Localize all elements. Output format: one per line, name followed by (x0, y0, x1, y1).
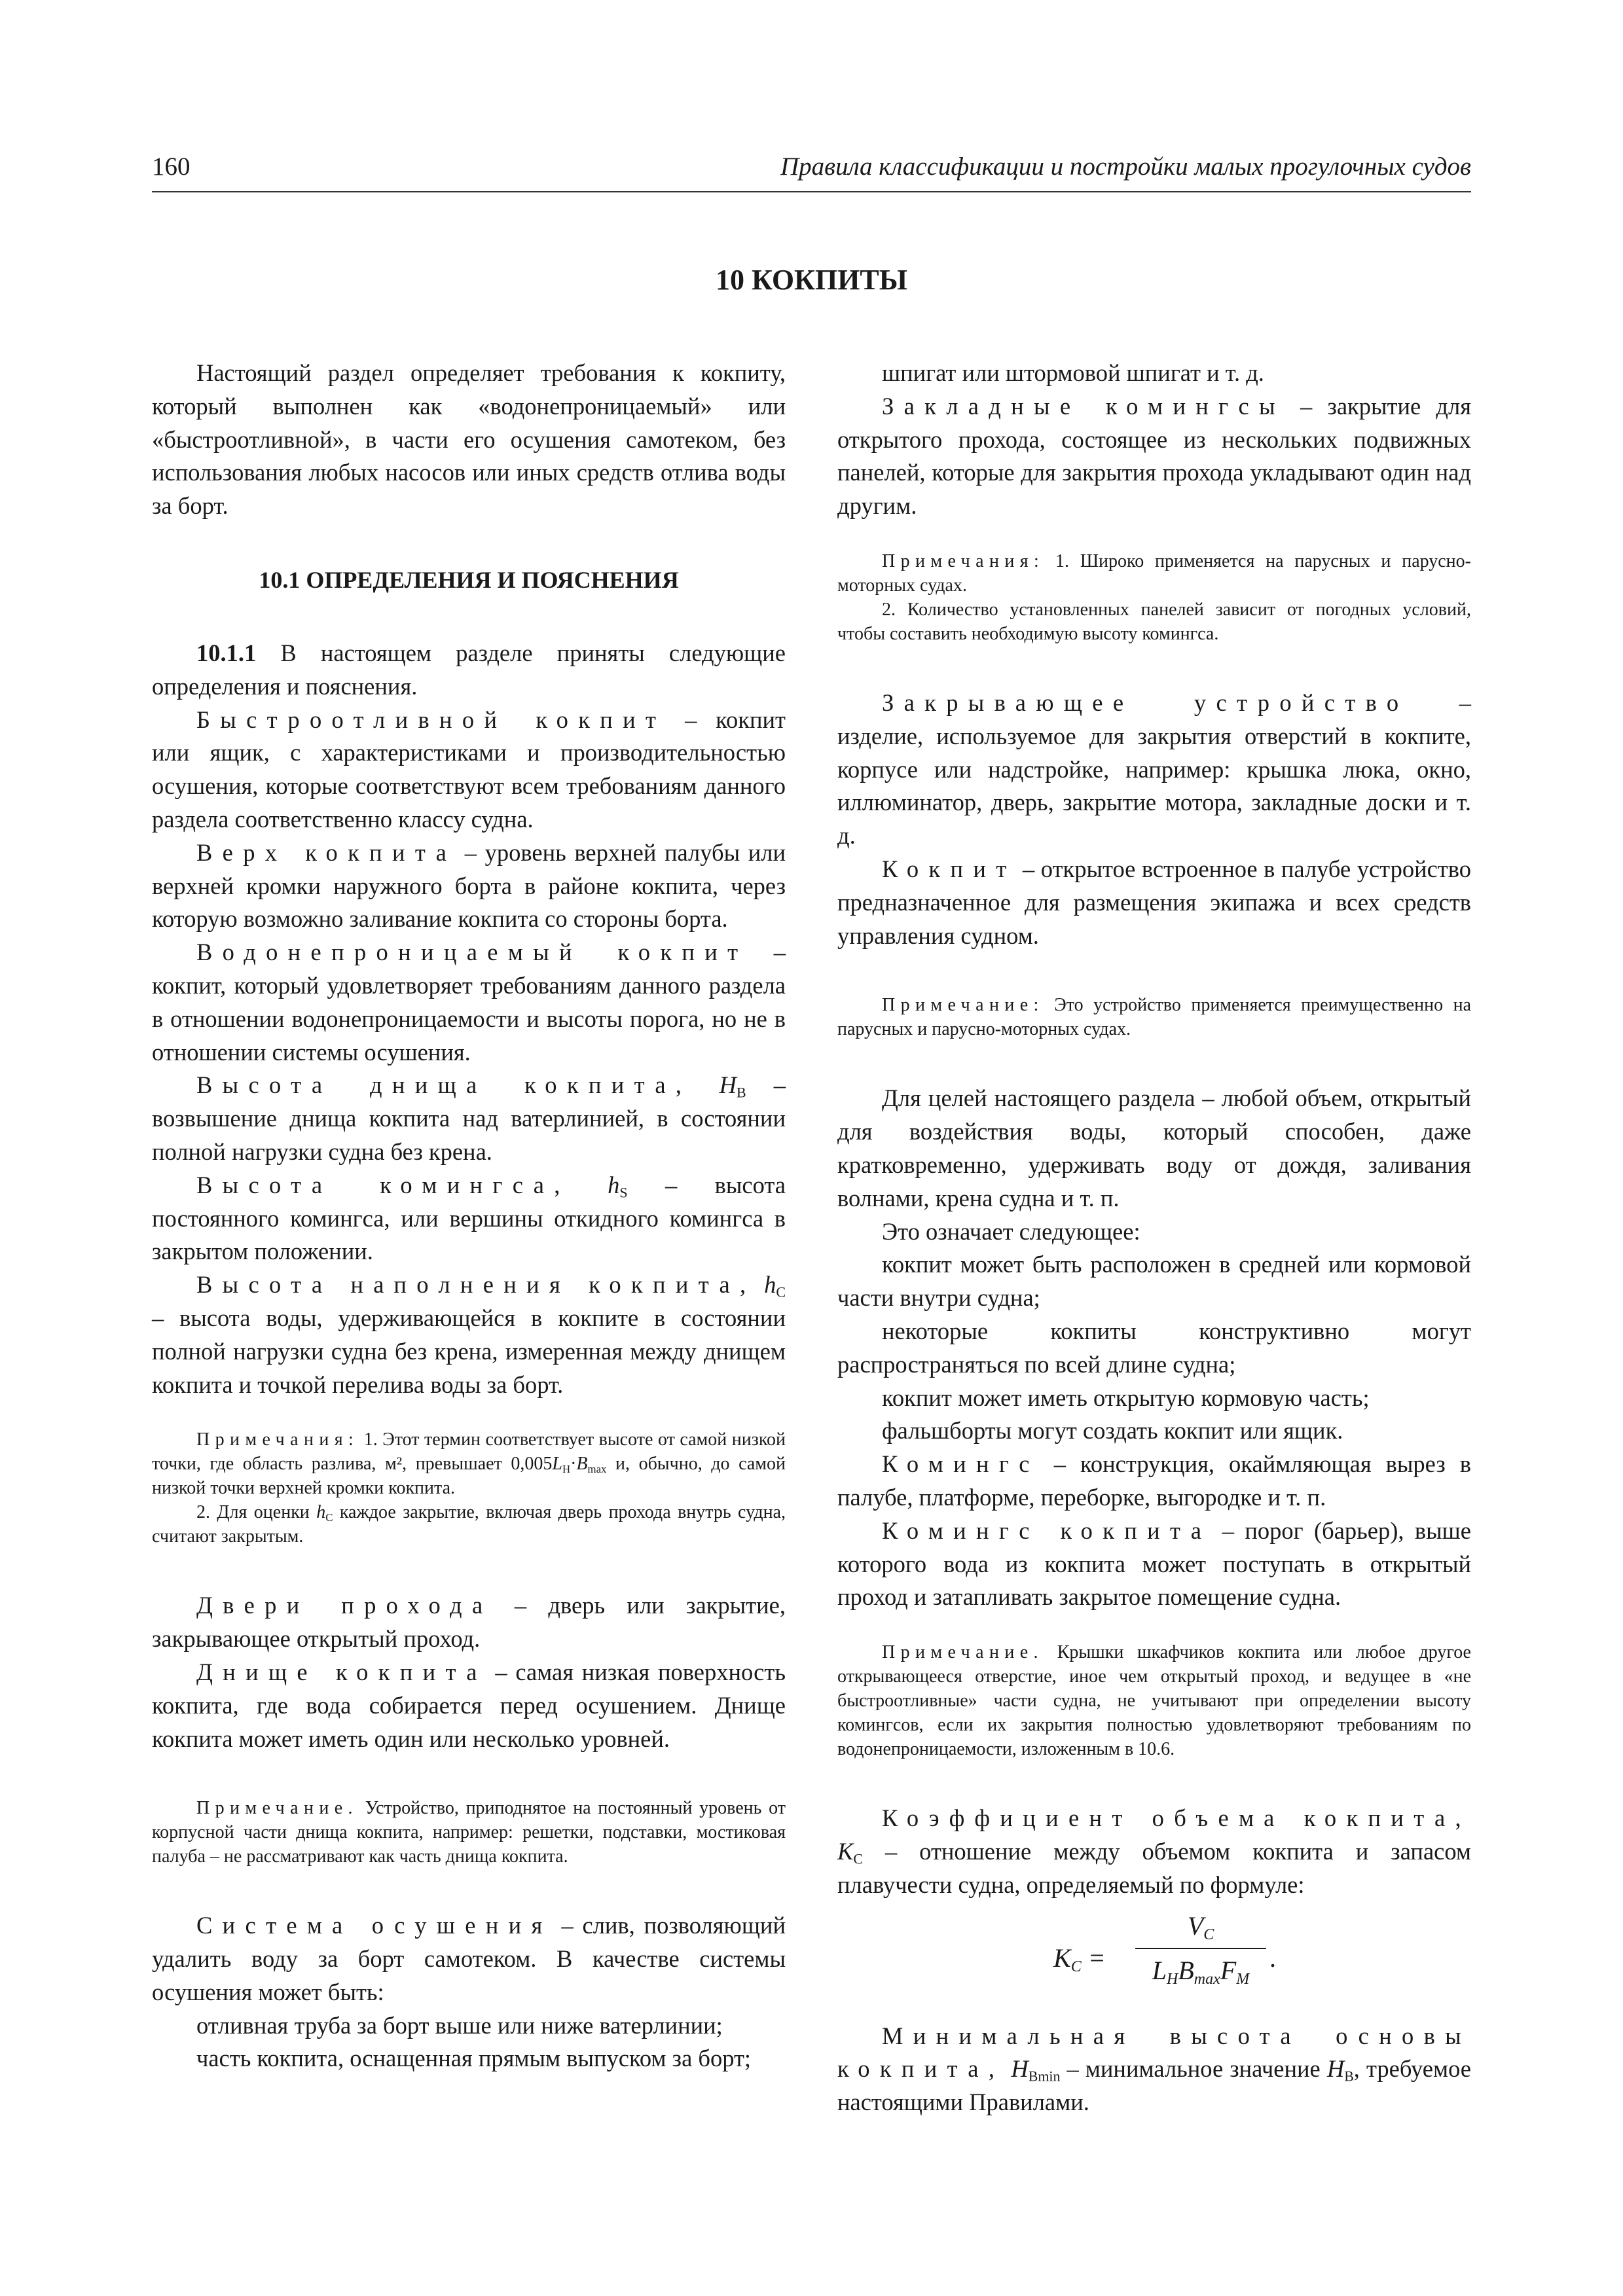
note-label: Примечания: (882, 550, 1045, 571)
note-1: Примечания: 1. Этот термин соответствует высоте от самой низкой точки, где область разлива, м², превышает $0,005L_H\cdot B_{max}$ и, обычно, до самой низкой точки верхней кромки кокпита. (152, 1429, 786, 1499)
term-passage-doors (152, 1589, 786, 1656)
formula-numerator: $V_C$ (1187, 1910, 1214, 1943)
definition: – возвышение днища кокпита над ватерлинией, в состоянии полной нагрузки судна без крена. (152, 1071, 786, 1165)
symbol-sub: B (1344, 2068, 1354, 2085)
symbol: h (764, 1271, 776, 1299)
section-title: 10.1 ОПРЕДЕЛЕНИЯ И ПОЯСНЕНИЯ (259, 566, 679, 593)
formula-fraction (1135, 1909, 1266, 1988)
paragraph: фальшборты могут создать кокпит или ящик. (882, 1417, 1343, 1444)
definition: – открытое встроенное в палубе устройство предназначенное для размещения экипажа и всех средств управления судном. (837, 855, 1471, 949)
definition: – порог (барьер), выше которого вода из кокпита может поступать в открытый проход и затапливать закрытое помещение судна. (837, 1516, 1471, 1611)
term: Водонепроницаемый кокпит (196, 939, 748, 966)
term-volume-coefficient (837, 1802, 1471, 1901)
note-3 (837, 549, 1471, 598)
definition: – дверь или закрытие, закрывающее открытый проход. (152, 1592, 786, 1653)
paragraph: Это означает следующее: (882, 1217, 1140, 1245)
term: Высота наполнения кокпита, (196, 1271, 756, 1299)
note-label: Примечание. (196, 1798, 358, 1819)
note-text-cont: каждое закрытие, включая дверь прохода внутрь судна, считают закрытым. (152, 1502, 786, 1547)
term-fill-height (152, 1268, 786, 1401)
term: Быстроотливной кокпит (196, 706, 666, 733)
right-column (837, 357, 1471, 2119)
formula-denominator: $L_HB_{max}F_M$ (1152, 1955, 1250, 1988)
term: Система осушения (196, 1912, 553, 1939)
term: Комингс кокпита (882, 1516, 1212, 1544)
clause-text: В настоящем разделе приняты следующие определения и пояснения. (152, 639, 786, 700)
left-column (152, 357, 786, 2075)
symbol-sub: S (619, 1184, 628, 1201)
note-1-item-2: 2. Для оценки $h_C$ каждое закрытие, включая дверь прохода внутрь судна, считают закрытым. (152, 1502, 786, 1547)
paragraph: некоторые кокпиты конструктивно могут распространяться по всей длине судна; (837, 1317, 1471, 1378)
term-coaming-height (152, 1169, 786, 1268)
clause-number: 10.1.1 (196, 639, 257, 666)
page-header (152, 152, 1471, 191)
definition: – кокпит, который удовлетворяет требованиям данного раздела в отношении водонепроницаемости и высоты порога, но не в отношении системы осушения. (152, 939, 786, 1066)
term-fast-drain-cockpit (152, 704, 786, 836)
definition: – самая низкая поверхность кокпита, где вода собирается перед осушением. Днище кокпита может иметь один или несколько уровней. (152, 1658, 786, 1752)
term-removable-coamings (837, 390, 1471, 523)
term: Закладные комингсы (882, 392, 1285, 420)
term-min-bottom-height (837, 2020, 1471, 2119)
paragraph: Для целей настоящего раздела – любой объем, открытый для воздействия воды, который способен, даже кратковременно, удерживать воду от дождя, заливания волнами, крена судна и т. п. (837, 1085, 1471, 1211)
fraction-bar (1135, 1948, 1266, 1949)
definition: – уровень верхней палубы или верхней кромки наружного борта в районе кокпита, через которую возможно заливание кокпита со стороны борта. (152, 838, 786, 933)
term: Комингс (882, 1450, 1040, 1478)
term-cockpit-coaming (837, 1515, 1471, 1614)
page-number: 160 (152, 152, 191, 181)
definition: – кокпит или ящик, с характеристиками и производительностью осушения, которые соответствуют всем требованиям данного раздела соответственно классу судна. (152, 706, 786, 833)
definition-cont: , требуемое настоящими Правилами. (837, 2055, 1471, 2116)
term-cockpit-bottom-height (152, 1069, 786, 1168)
note-label: Примечание: (882, 995, 1044, 1016)
running-title: Правила классификации и постройки малых прогулочных судов (780, 152, 1471, 181)
note-label: Примечания: (196, 1429, 359, 1450)
symbol-sub: Bmin (1028, 2068, 1061, 2085)
paragraph: кокпит может быть расположен в средней или кормовой части внутри судна; (837, 1251, 1471, 1312)
term-coaming (837, 1448, 1471, 1515)
definition: – отношение между объемом кокпита и запасом плавучести судна, определяемый по формуле: (837, 1837, 1471, 1898)
term: Высота днища кокпита, (196, 1071, 692, 1099)
note-5 (837, 1640, 1471, 1761)
formula-lhs: $K_C$ = (1053, 1943, 1106, 1975)
term: Минимальная высота основы кокпита, (837, 2022, 1471, 2083)
symbol: H (1326, 2055, 1345, 2083)
term: Закрывающее устройство (882, 689, 1409, 716)
term-cockpit (837, 853, 1471, 952)
definition: – минимальное значение (1060, 2055, 1327, 2083)
term-closing-appliance (837, 687, 1471, 853)
note-4 (837, 993, 1471, 1041)
definition: – закрытие для открытого прохода, состоящее из нескольких подвижных панелей, которые для закрытия прохода укладывают один над другим. (837, 392, 1471, 520)
paragraph: кокпит может иметь открытую кормовую часть; (882, 1384, 1370, 1411)
symbol-sub: B (736, 1084, 746, 1101)
definition: – высота постоянного комингса, или вершины откидного комингса в закрытом положении. (152, 1171, 786, 1265)
clause-10-1-1 (152, 637, 786, 704)
symbol-sub: C (853, 1850, 863, 1867)
note-2 (152, 1796, 786, 1869)
definition: – конструкция, окаймляющая вырез в палубе, платформе, переборке, выгородке и т. п. (837, 1450, 1471, 1511)
definition: – высота воды, удерживающейся в кокпите в состоянии полной нагрузки судна без крена, измеренная между днищем кокпита и точкой перелива воды за борт. (152, 1304, 786, 1398)
term-cockpit-top (152, 836, 786, 936)
list-item-3: шпигат или штормовой шпигат и т. д. (882, 359, 1264, 386)
term: Днище кокпита (196, 1658, 487, 1685)
symbol: H (719, 1071, 737, 1099)
note-text: 1. Этот термин соответствует высоте от самой низкой точки, где область разлива, м², превышает 0,005 (152, 1429, 786, 1475)
list-item-2: часть кокпита, оснащенная прямым выпуском за борт; (196, 2045, 752, 2072)
definition: – изделие, используемое для закрытия отверстий в кокпите, корпусе или надстройке, например: крышка люка, окно, иллюминатор, дверь, закрытие мотора, закладные доски и т. д. (837, 689, 1471, 850)
symbol: h (608, 1171, 620, 1198)
note-text: 1. Широко применяется на парусных и парусно-моторных судах. (837, 550, 1471, 596)
list-item-1: отливная труба за борт выше или ниже ватерлинии; (196, 2011, 723, 2039)
term: Кокпит (882, 855, 1017, 882)
term-watertight-cockpit (152, 936, 786, 1069)
definition: – слив, позволяющий удалить воду за борт самотеком. В качестве системы осушения может быть: (152, 1912, 786, 2005)
term-drain-system (152, 1909, 786, 2009)
symbol-sub: C (776, 1283, 786, 1300)
term: Коэффициент объема кокпита, (882, 1804, 1471, 1832)
formula: $K_C$ = $V_C$ $L_HB_{max}F_M$ . (837, 1902, 1471, 2020)
symbol: H (1011, 2055, 1029, 2083)
note-3-item-2: 2. Количество установленных панелей зависит от погодных условий, чтобы составить необходимую высоту комингса. (837, 599, 1471, 644)
intro-paragraph: Настоящий раздел определяет требования к кокпиту, который выполнен как «водонепроницаемый» или «быстроотливной», в части его осушения самотеком, без использования любых насосов или иных средств отлива воды за борт. (152, 359, 786, 520)
note-text-cont: и, обычно, до самой низкой точки верхней кромки кокпита. (152, 1454, 786, 1499)
term-cockpit-bottom (152, 1656, 786, 1755)
term: Двери прохода (196, 1592, 493, 1619)
note-text: 2. Для оценки (196, 1502, 317, 1523)
chapter-title: 10 КОКПИТЫ (716, 264, 907, 296)
note-text: Крышки шкафчиков кокпита или любое другое открывающееся отверстие, иное чем открытый проход, и ведущее в «не быстроотливные» части судна, не учитывают при определении высоту комингсов, если их закрытия полностью удовлетворяют требованиям по водонепроницаемости, изложенным в 10.6. (837, 1642, 1471, 1760)
term: Высота комингса, (196, 1171, 570, 1198)
symbol: K (837, 1837, 854, 1865)
note-text: Устройство, приподнятое на постоянный уровень от корпусной части днища кокпита, например: решетки, подставки, мостиковая палуба – не рассматривают как часть днища кокпита. (152, 1798, 786, 1867)
header-rule (152, 191, 1471, 192)
note-label: Примечание. (882, 1642, 1044, 1663)
term: Верх кокпита (196, 838, 457, 866)
note-text: Это устройство применяется преимущественно на парусных и парусно-моторных судах. (837, 995, 1471, 1040)
